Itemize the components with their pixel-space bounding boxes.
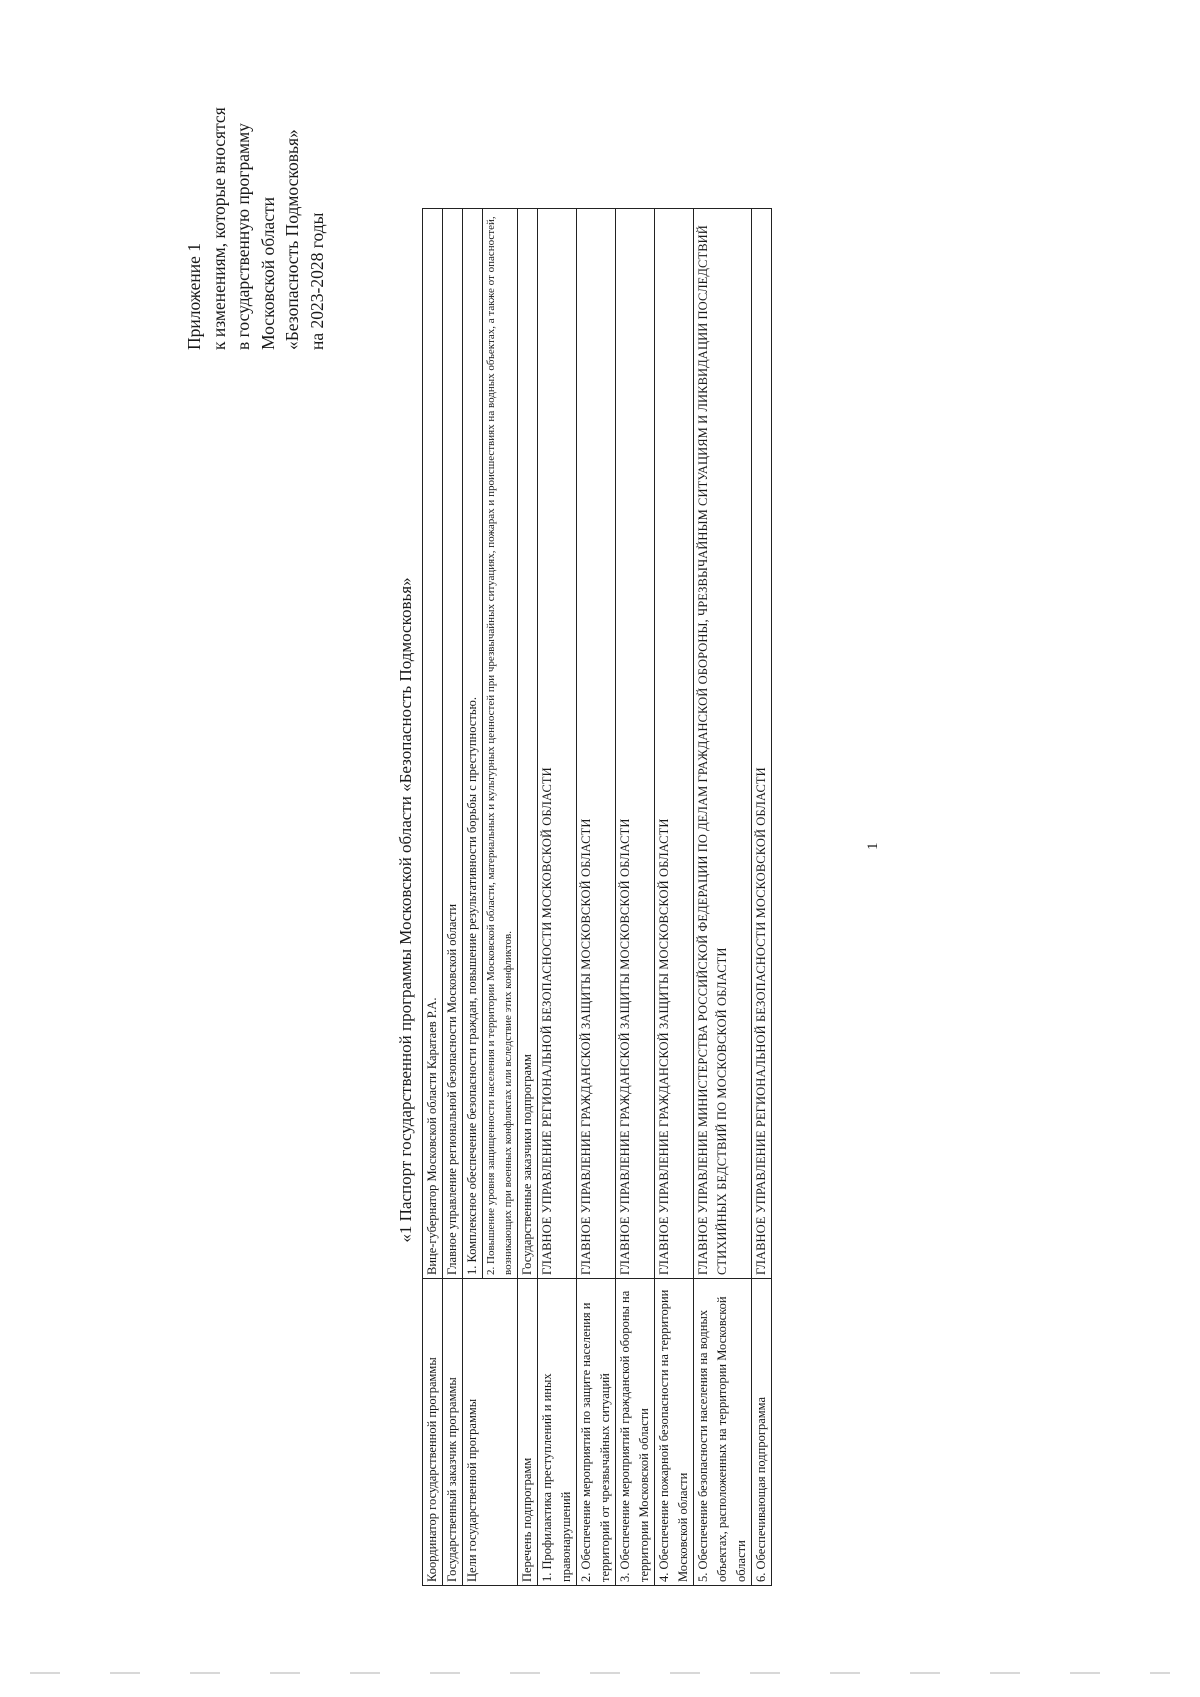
subprogram-customer: ГЛАВНОЕ УПРАВЛЕНИЕ МИНИСТЕРСТВА РОССИЙСКОЙ ФЕДЕРАЦИИ ПО ДЕЛАМ ГРАЖДАНСКОЙ ОБОРОНЫ, ЧРЕЗВЫЧАЙНЫМ СИТУАЦИЯМ И ЛИКВИДАЦИИ ПОСЛЕДСТВИЙ СТИХИЙНЫХ БЕДСТВИЙ ПО МОСКОВСКОЙ ОБЛАСТИ xyxy=(694,209,752,1279)
scan-artifact xyxy=(30,1672,1170,1674)
customer-value: Главное управление региональной безопасности Московской области xyxy=(443,209,463,1279)
subprogram-customer: ГЛАВНОЕ УПРАВЛЕНИЕ ГРАЖДАНСКОЙ ЗАЩИТЫ МОСКОВСКОЙ ОБЛАСТИ xyxy=(616,209,655,1279)
appendix-line: «Безопасность Подмосковья» xyxy=(282,129,302,350)
subprograms-header-label: Перечень подпрограмм xyxy=(518,1279,538,1586)
table-row xyxy=(463,209,483,1586)
appendix-note xyxy=(182,107,329,350)
table-row xyxy=(443,209,463,1586)
appendix-line: к изменениям, которые вносятся xyxy=(208,107,229,350)
table-row xyxy=(518,209,538,1586)
subprogram-name: 4. Обеспечение пожарной безопасности на территории Московской области xyxy=(655,1279,694,1586)
customer-label: Государственный заказчик программы xyxy=(443,1279,463,1586)
subprograms-header-value: Государственные заказчики подпрограмм xyxy=(518,209,538,1279)
table-row xyxy=(655,209,694,1586)
subprogram-name: 3. Обеспечение мероприятий гражданской обороны на территории Московской области xyxy=(616,1279,655,1586)
rotated-document-page xyxy=(10,107,910,1680)
table-row xyxy=(694,209,752,1586)
appendix-line: на 2023-2028 годы xyxy=(306,212,327,350)
subprogram-customer: ГЛАВНОЕ УПРАВЛЕНИЕ ГРАЖДАНСКОЙ ЗАЩИТЫ МОСКОВСКОЙ ОБЛАСТИ xyxy=(655,209,694,1279)
table-row xyxy=(616,209,655,1586)
table-row xyxy=(577,209,616,1586)
appendix-line: Московской области xyxy=(257,197,278,350)
subprogram-name: 2. Обеспечение мероприятий по защите населения и территорий от чрезвычайных ситуаций xyxy=(577,1279,616,1586)
goal-1: 1. Комплексное обеспечение безопасности граждан, повышение результативности борьбы с преступностью. xyxy=(463,209,483,1279)
table-row xyxy=(538,209,577,1586)
goals-label: Цели государственной программы xyxy=(463,1279,518,1586)
subprogram-customer: ГЛАВНОЕ УПРАВЛЕНИЕ РЕГИОНАЛЬНОЙ БЕЗОПАСНОСТИ МОСКОВСКОЙ ОБЛАСТИ xyxy=(538,209,577,1279)
appendix-line: в государственную программу xyxy=(233,123,253,350)
subprogram-customer: ГЛАВНОЕ УПРАВЛЕНИЕ ГРАЖДАНСКОЙ ЗАЩИТЫ МОСКОВСКОЙ ОБЛАСТИ xyxy=(577,209,616,1279)
subprogram-customer: ГЛАВНОЕ УПРАВЛЕНИЕ РЕГИОНАЛЬНОЙ БЕЗОПАСНОСТИ МОСКОВСКОЙ ОБЛАСТИ xyxy=(752,209,772,1279)
subprogram-name: 1. Профилактика преступлений и иных правонарушений xyxy=(538,1279,577,1586)
appendix-line: Приложение 1 xyxy=(184,242,204,350)
table-row xyxy=(423,209,443,1586)
table-row xyxy=(752,209,772,1586)
coordinator-label: Координатор государственной программы xyxy=(423,1279,443,1586)
subprogram-name: 6. Обеспечивающая подпрограмма xyxy=(752,1279,772,1586)
goal-2: 2. Повышение уровня защищенности населения и территории Московской области, материальных и культурных ценностей при чрезвычайных ситуациях, пожарах и происшествиях на водных объектах, а также от опасностей, возникающих при военных конфликтах или вследствие этих конфликтов. xyxy=(483,209,518,1279)
page-number: 1 xyxy=(865,842,881,850)
subprogram-name: 5. Обеспечение безопасности населения на водных объектах, расположенных на территории Московской области xyxy=(694,1279,752,1586)
coordinator-value: Вице-губернатор Московской области Каратаев Р.А. xyxy=(423,209,443,1279)
document-title: «1 Паспорт государственной программы Московской области «Безопасность Подмосковья» xyxy=(396,577,415,1243)
program-passport-table xyxy=(422,208,772,1586)
